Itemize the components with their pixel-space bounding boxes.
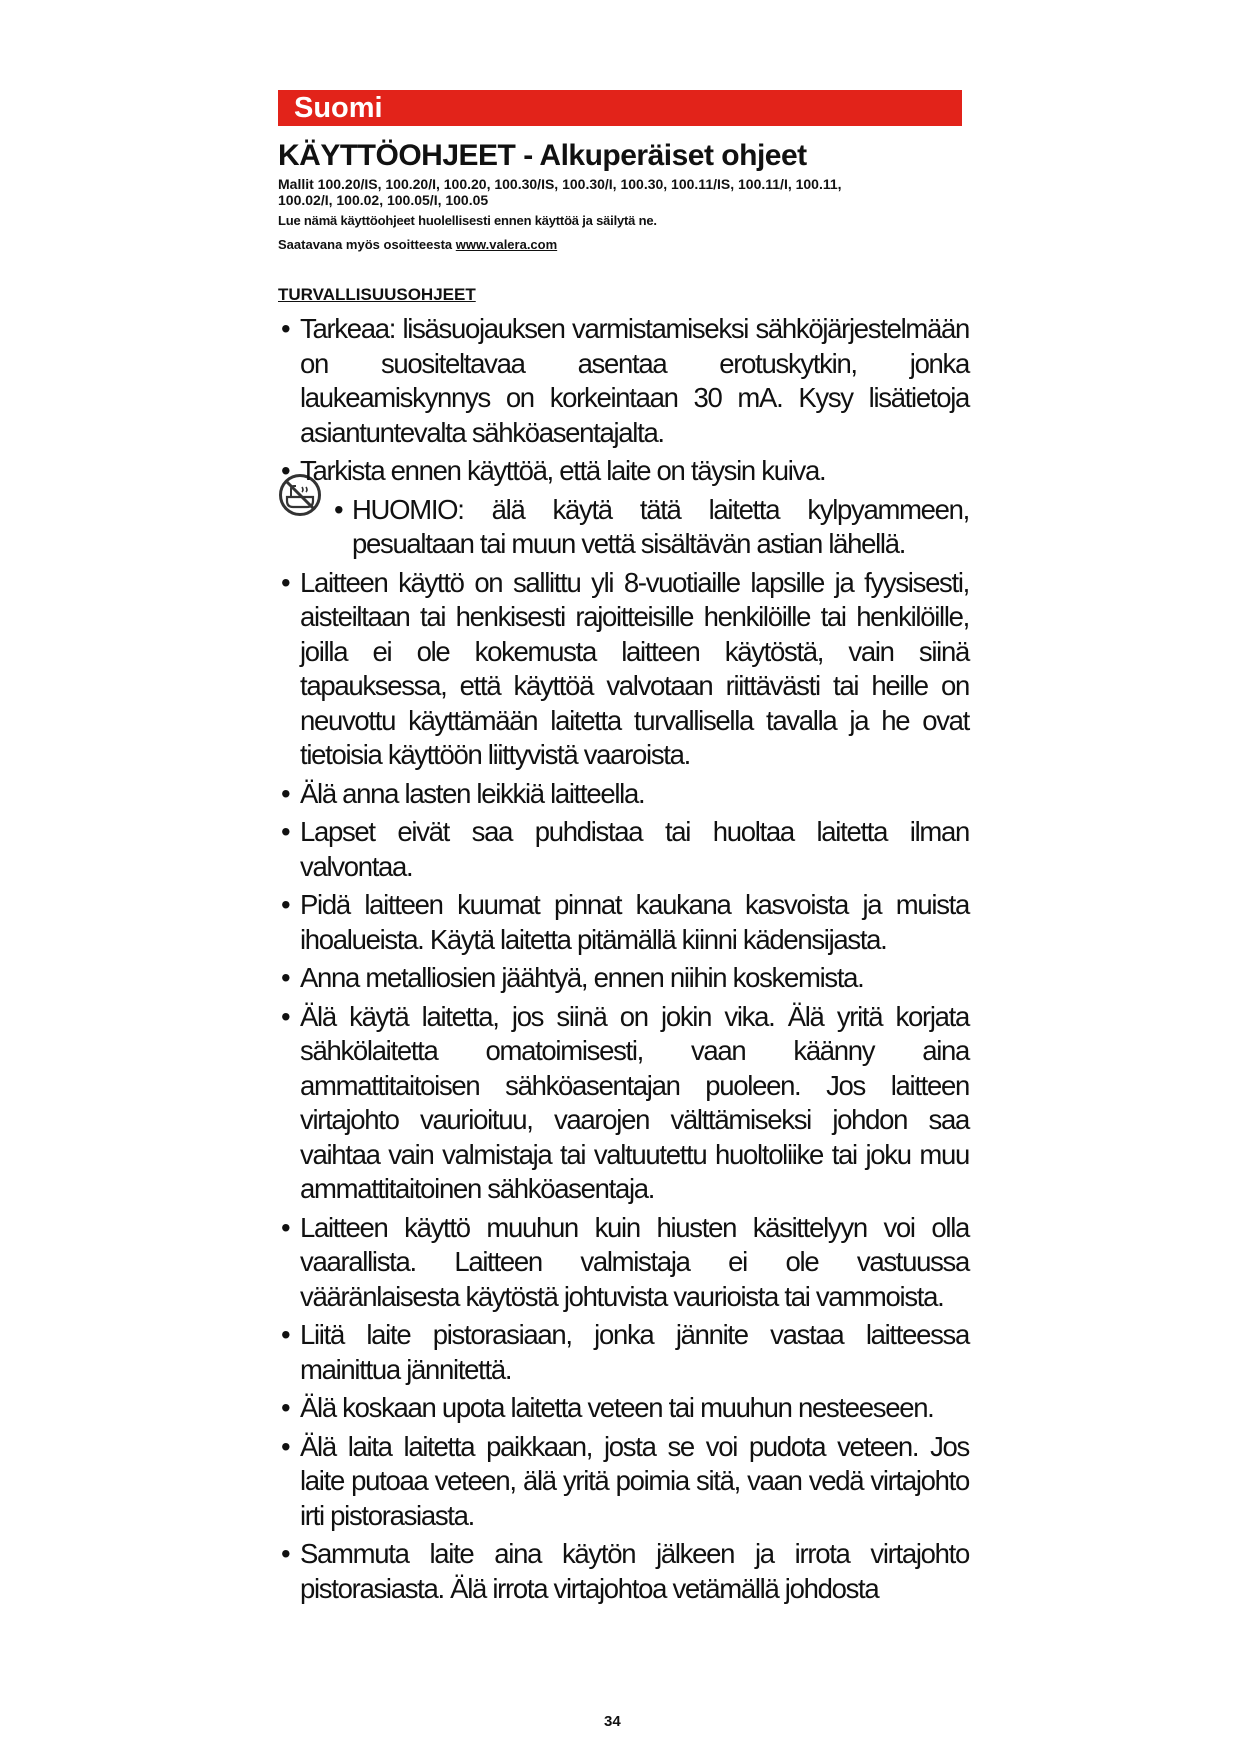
safety-item <box>281 961 969 996</box>
safety-item-text: Lapset eivät saa puhdistaa tai huoltaa laitetta ilman valvontaa. <box>300 816 969 882</box>
bullet-mark: • <box>281 1211 290 1243</box>
safety-heading: TURVALLISUUSOHJEET <box>278 285 476 304</box>
bullet-mark: • <box>334 493 343 525</box>
safety-item <box>281 888 969 957</box>
safety-item-text: Älä käytä laitetta, jos siinä on jokin vika. Älä yritä korjata sähkölaitetta omatoimisesti, vaan käänny aina ammattitaitoisen sähköasentajan puoleen. Jos laitteen virtajohto vaurioituu, vaarojen välttämiseksi johdon saa vaihtaa vain valmistaja tai valtuutettu huoltoliike tai joku muu ammattitaitoinen sähköasentaja. <box>300 1000 969 1204</box>
bullet-mark: • <box>281 1430 290 1462</box>
safety-item <box>281 777 969 812</box>
safety-item-text: Laitteen käyttö on sallittu yli 8-vuotiaille lapsille ja fyysisesti, aisteiltaan tai henkisesti rajoitteisille henkilöille tai henkilöille, joilla ei ole kokemusta laitteen käytöstä, vain siinä tapauksessa, että käyttöä valvotaan riittävästi tai heille on neuvottu käyttämään laitetta turvallisella tavalla ja he ovat tietoisia käyttöön liittyvistä vaaroista. <box>300 566 969 770</box>
page-number: 34 <box>604 1713 621 1730</box>
read-instructions-note: Lue nämä käyttöohjeet huolellisesti ennen käyttöä ja säilytä ne. <box>278 213 657 228</box>
safety-item <box>281 815 969 884</box>
bullet-mark: • <box>281 566 290 598</box>
bullet-mark: • <box>281 313 290 344</box>
page-title: KÄYTTÖOHJEET - Alkuperäiset ohjeet <box>278 139 807 172</box>
model-list-line-2: 100.02/I, 100.02, 100.05/I, 100.05 <box>278 192 489 208</box>
safety-item <box>281 1000 969 1207</box>
model-list <box>278 176 978 208</box>
bullet-mark: • <box>281 455 290 486</box>
bullet-mark: • <box>281 816 290 847</box>
safety-item <box>281 1430 969 1534</box>
bullet-mark: • <box>281 962 290 993</box>
language-banner: Suomi <box>278 90 962 126</box>
safety-item <box>281 454 969 489</box>
safety-item-text: HUOMIO: älä käytä tätä laitetta kylpyammeen, pesualtaan tai muun vettä sisältävän astian lähellä. <box>352 493 969 559</box>
bullet-mark: • <box>281 889 290 920</box>
safety-item-text: Liitä laite pistorasiaan, jonka jännite vastaa laitteessa mainittua jännitettä. <box>300 1319 969 1385</box>
availability-note <box>278 237 557 252</box>
safety-item <box>281 1537 969 1606</box>
bullet-mark: • <box>281 1538 290 1569</box>
bullet-mark: • <box>281 777 290 809</box>
model-list-line-1: Mallit 100.20/IS, 100.20/I, 100.20, 100.30/IS, 100.30/I, 100.30, 100.11/IS, 100.11/I, 100.11, <box>278 176 842 192</box>
safety-item-text: Älä anna lasten leikkiä laitteella. <box>300 777 645 809</box>
safety-item <box>281 1318 969 1387</box>
safety-item-text: Älä koskaan upota laitetta veteen tai muuhun nesteeseen. <box>300 1392 934 1423</box>
safety-item <box>281 312 969 450</box>
bullet-mark: • <box>281 1319 290 1350</box>
safety-item <box>281 1211 969 1315</box>
safety-item-warning <box>284 493 969 562</box>
bullet-mark: • <box>281 1392 290 1423</box>
bullet-mark: • <box>281 1000 290 1032</box>
safety-item <box>281 566 969 773</box>
safety-item-text: Laitteen käyttö muuhun kuin hiusten käsittelyyn voi olla vaarallista. Laitteen valmistaja ei ole vastuussa vääränlaisesta käytöstä johtuvista vaurioista tai vammoista. <box>300 1211 969 1312</box>
safety-list <box>281 312 969 1610</box>
safety-item <box>281 1391 969 1426</box>
safety-item-text: Tarkista ennen käyttöä, että laite on täysin kuiva. <box>300 455 826 486</box>
safety-item-text: Sammuta laite aina käytön jälkeen ja irrota virtajohto pistorasiasta. Älä irrota virtajohtoa vetämällä johdosta <box>300 1538 969 1604</box>
safety-item-text: Älä laita laitetta paikkaan, josta se voi pudota veteen. Jos laite putoaa veteen, älä yritä poimia sitä, vaan vedä virtajohto irti pistorasiasta. <box>300 1430 969 1531</box>
safety-item-text: Tarkeaa: lisäsuojauksen varmistamiseksi sähköjärjestelmään on suositeltavaa asentaa erotuskytkin, jonka laukeamiskynnys on korkeintaan 30 mA. Kysy lisätietoja asiantuntevalta sähköasentajalta. <box>300 313 969 448</box>
safety-item-text: Pidä laitteen kuumat pinnat kaukana kasvoista ja muista ihoalueista. Käytä laitetta pitämällä kiinni kädensijasta. <box>300 889 969 955</box>
availability-prefix: Saatavana myös osoitteesta <box>278 237 453 252</box>
website-link[interactable]: www.valera.com <box>455 237 558 252</box>
safety-item-text: Anna metalliosien jäähtyä, ennen niihin koskemista. <box>300 962 864 993</box>
